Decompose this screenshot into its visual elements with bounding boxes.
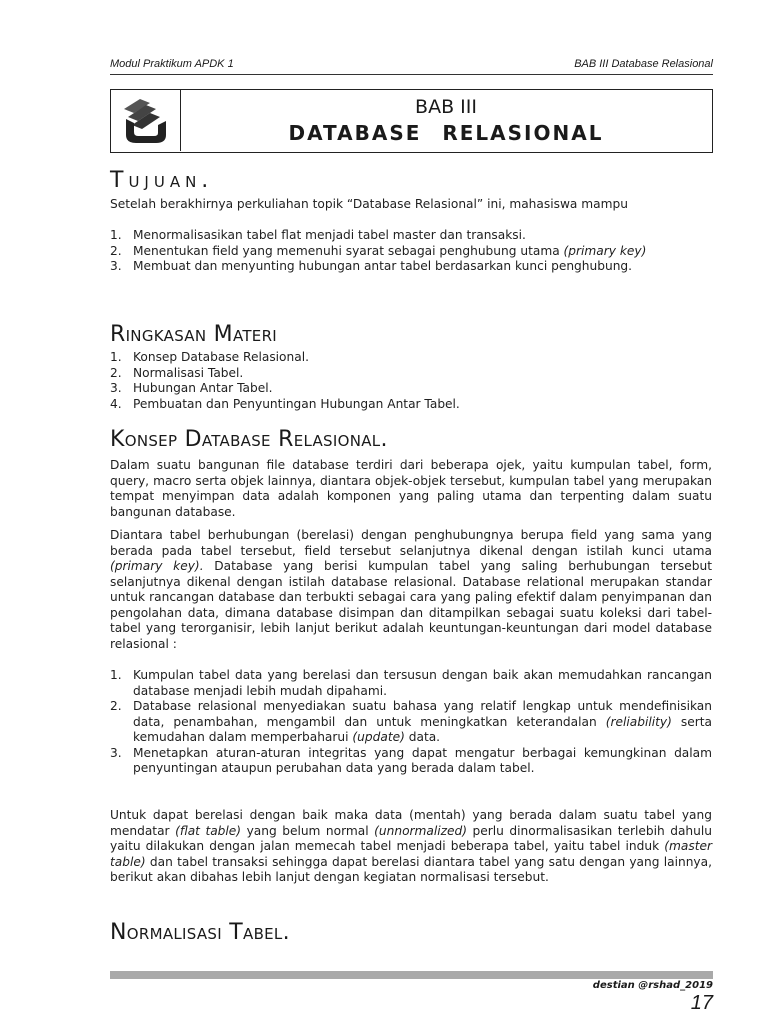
konsep-paragraph-3: Untuk dapat berelasi dengan baik maka data (mentah) yang berada dalam suatu tabel yang mendatar (flat table) yang belum normal (unnormalized) perlu dinormalisasikan terlebih dahulu yaitu dilakukan dengan jalan memecah tabel menjadi beberapa tabel, yaitu tabel induk (master table) dan tabel transaksi sehingga dapat berelasi diantara tabel yang satu dengan yang lainnya, berikut akan dibahas lebih lanjut dengan kegiatan normalisasi tersebut. [110, 808, 712, 884]
running-header [110, 58, 713, 75]
konsep-paragraph-2: Diantara tabel berhubungan (berelasi) dengan penghubungnya berupa field yang sama yang berada pada tabel tersebut, field tersebut selanjutnya dikenal dengan istilah kunci utama (primary key). Database yang berisi kumpulan tabel yang saling berhubungan tersebut selanjutnya dikenal dengan istilah database relasional. Database relational merupakan standar untuk rancangan database dan terbukti sebagai cara yang paling efektif dalam penyimpanan dan pengolahan data, dimana database disimpan dan ditampilkan sebagai suatu koleksi dari tabel-tabel yang terorganisir, lebih lanjut berikut adalah keuntungan-keuntungan dari model database relasional : [110, 528, 712, 651]
section-heading-ringkasan: Ringkasan Materi [110, 322, 278, 347]
section-heading-tujuan: Tujuan. [110, 168, 214, 193]
section-heading-konsep: Konsep Database Relasional. [110, 427, 388, 452]
header-chapter-name: BAB III Database Relasional [574, 58, 713, 70]
header-module-name: Modul Praktikum APDK 1 [110, 58, 234, 70]
page-number: 17 [690, 992, 713, 1014]
list-item: 1. Konsep Database Relasional. [110, 350, 309, 364]
list-item: 1. Kumpulan tabel data yang berelasi dan tersusun dengan baik akan memudahkan rancangan database menjadi lebih mudah dipahami. [110, 668, 712, 698]
tujuan-list [110, 228, 712, 275]
konsep-paragraph-1: Dalam suatu bangunan file database terdiri dari beberapa ojek, yaitu kumpulan tabel, form, query, macro serta objek lainnya, diantara objek-objek tersebut, kumpulan tabel yang merupakan tempat menyimpan data adalah komponen yang paling utama dan terpenting dalam suatu bangunan database. [110, 458, 712, 519]
chapter-emblem-icon [120, 95, 170, 145]
chapter-title-box [110, 89, 713, 153]
list-item: 3. Menetapkan aturan-aturan integritas yang dapat mengatur berbagai kemungkinan dalam penyuntingan ataupun perubahan data yang berada dalam tabel. [110, 745, 712, 775]
list-item: 2. Menentukan field yang memenuhi syarat sebagai penghubung utama (primary key) [110, 243, 647, 258]
section-heading-normalisasi: Normalisasi Tabel. [110, 920, 290, 945]
footer-credit: destian @rshad_2019 [592, 980, 713, 991]
footer-divider [110, 971, 713, 979]
list-item: 3. Hubungan Antar Tabel. [110, 381, 273, 395]
list-item: 1. Menormalisasikan tabel flat menjadi tabel master dan transaksi. [110, 228, 526, 242]
list-item: 2. Normalisasi Tabel. [110, 365, 244, 380]
chapter-number: BAB III [415, 96, 477, 118]
ringkasan-list [110, 350, 712, 412]
chapter-title: DATABASE RELASIONAL [288, 121, 604, 145]
konsep-advantages-list [110, 668, 712, 777]
chapter-logo [111, 90, 181, 151]
tujuan-intro: Setelah berakhirnya perkuliahan topik “Database Relasional” ini, mahasiswa mampu [110, 197, 628, 211]
list-item: 3. Membuat dan menyunting hubungan antar tabel berdasarkan kunci penghubung. [110, 259, 633, 273]
list-item: 4. Pembuatan dan Penyuntingan Hubungan Antar Tabel. [110, 396, 460, 411]
list-item: 2. Database relasional menyediakan suatu bahasa yang relatif lengkap untuk mendefinisikan data, penambahan, mengambil dan untuk meningkatkan keterandalan (reliability) serta kemudahan dalam memperbaharui (update) data. [110, 699, 713, 744]
